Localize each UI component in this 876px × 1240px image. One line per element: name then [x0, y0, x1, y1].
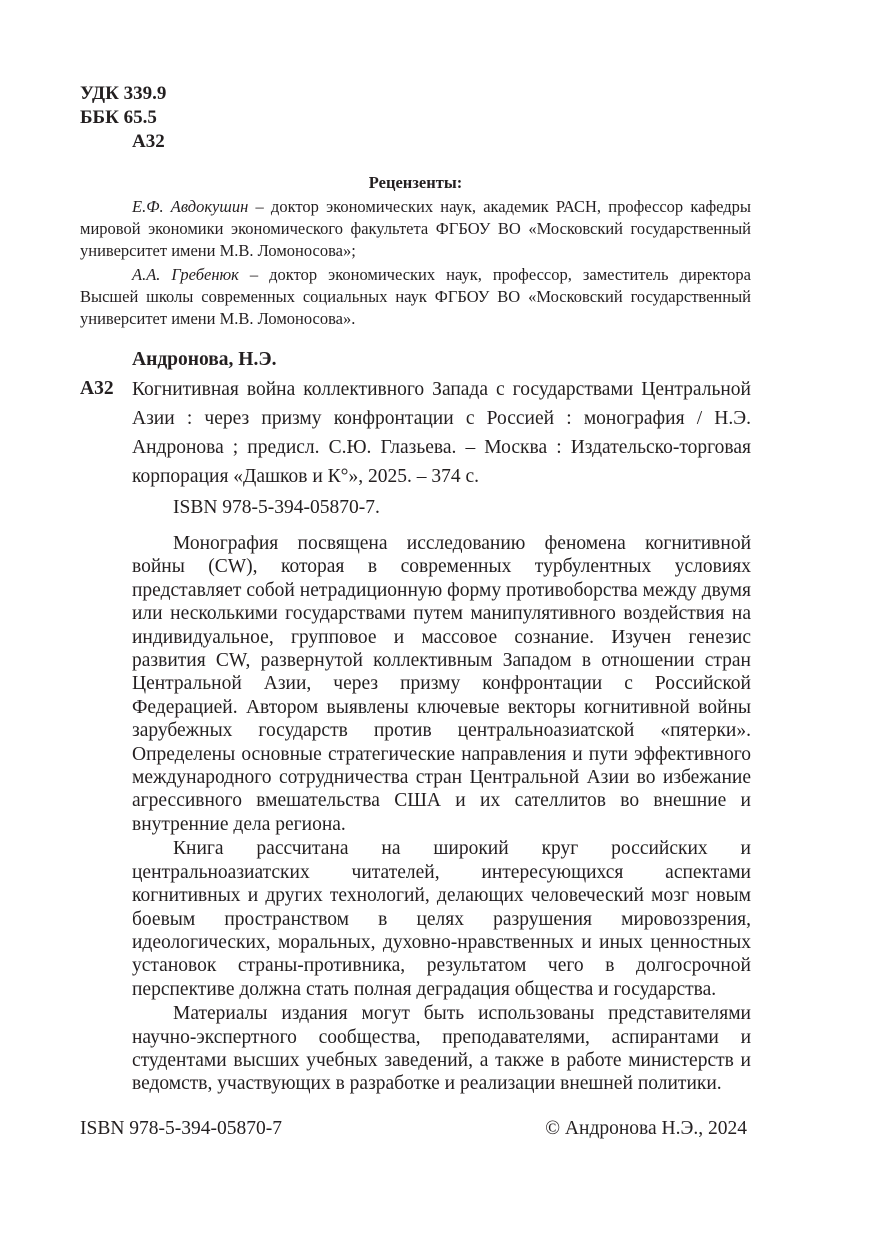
classification-codes	[80, 82, 166, 154]
annotation-paragraph: Книга рассчитана на широкий круг российских и центральноазиатских читателей, интересующихся аспектами когнитивных и других технологий, делающих человеческий мозг новым боевым пространством в целях разрушения мировоззрения, идеологических, моральных, духовно-нравственных и иных ценностных установок страны-противника, результатом чего в долгосрочной перспективе должна стать полная деградация общества и государства.	[132, 838, 751, 1000]
catalog-isbn: ISBN 978-5-394-05870-7.	[173, 497, 380, 518]
reviewer-entry	[80, 264, 751, 330]
reviewer-description: – доктор экономических наук, профессор, заместитель директора Высшей школы современных социальных наук ФГБОУ ВО «Московский государственный университет имени М.В. Ломоносова».	[80, 265, 751, 328]
author-mark-code: А32	[132, 131, 165, 152]
reviewer-name: А.А. Гребенюк	[132, 265, 239, 284]
reviewers-section	[80, 172, 751, 330]
catalog-mark: А32	[80, 378, 114, 399]
reviewers-title: Рецензенты:	[368, 173, 463, 192]
bbk-code: ББК 65.5	[80, 107, 157, 128]
catalog-author: Андронова, Н.Э.	[132, 349, 277, 370]
copyright-notice: © Андронова Н.Э., 2024	[545, 1118, 747, 1139]
reviewer-description: – доктор экономических наук, академик РАСН, профессор кафедры мировой экономики экономического факультета ФГБОУ ВО «Московский государственный университет имени М.В. Ломоносова»;	[80, 197, 751, 260]
footer-isbn: ISBN 978-5-394-05870-7	[80, 1118, 283, 1139]
annotation-paragraph: Материалы издания могут быть использованы представителями научно-экспертного сообщества, преподавателями, аспирантами и студентами высших учебных заведений, а также в работе министерств и ведомств, участвующих в разработке и реализации внешней политики.	[132, 1003, 751, 1095]
bibliographic-description: Когнитивная война коллективного Запада с государствами Центральной Азии : через призму конфронтации с Россией : монография / Н.Э. Андронова ; предисл. С.Ю. Глазьева. – Москва : Издательско-торговая корпорация «Дашков и К°», 2025. – 374 с.	[132, 379, 751, 487]
reviewer-name: Е.Ф. Авдокушин	[132, 197, 249, 216]
udk-code: УДК 339.9	[80, 83, 167, 104]
annotation-paragraph: Монография посвящена исследованию феномена когнитивной войны (CW), которая в современных турбулентных условиях представляет собой нетрадиционную форму противоборства между двумя или несколькими государствами путем манипулятивного воздействия на индивидуальное, групповое и массовое сознание. Изучен генезис развития CW, развернутой коллективным Западом в отношении стран Центральной Азии, через призму конфронтации с Российской Федерацией. Автором выявлены ключевые векторы когнитивной войны зарубежных государств против центральноазиатской «пятерки». Определены основные стратегические направления и пути эффективного международного сотрудничества стран Центральной Азии во избежание агрессивного вмешательства США и их сателлитов во внешние и внутренние дела региона.	[132, 533, 751, 835]
annotation	[132, 532, 751, 1096]
reviewer-entry	[80, 196, 751, 262]
